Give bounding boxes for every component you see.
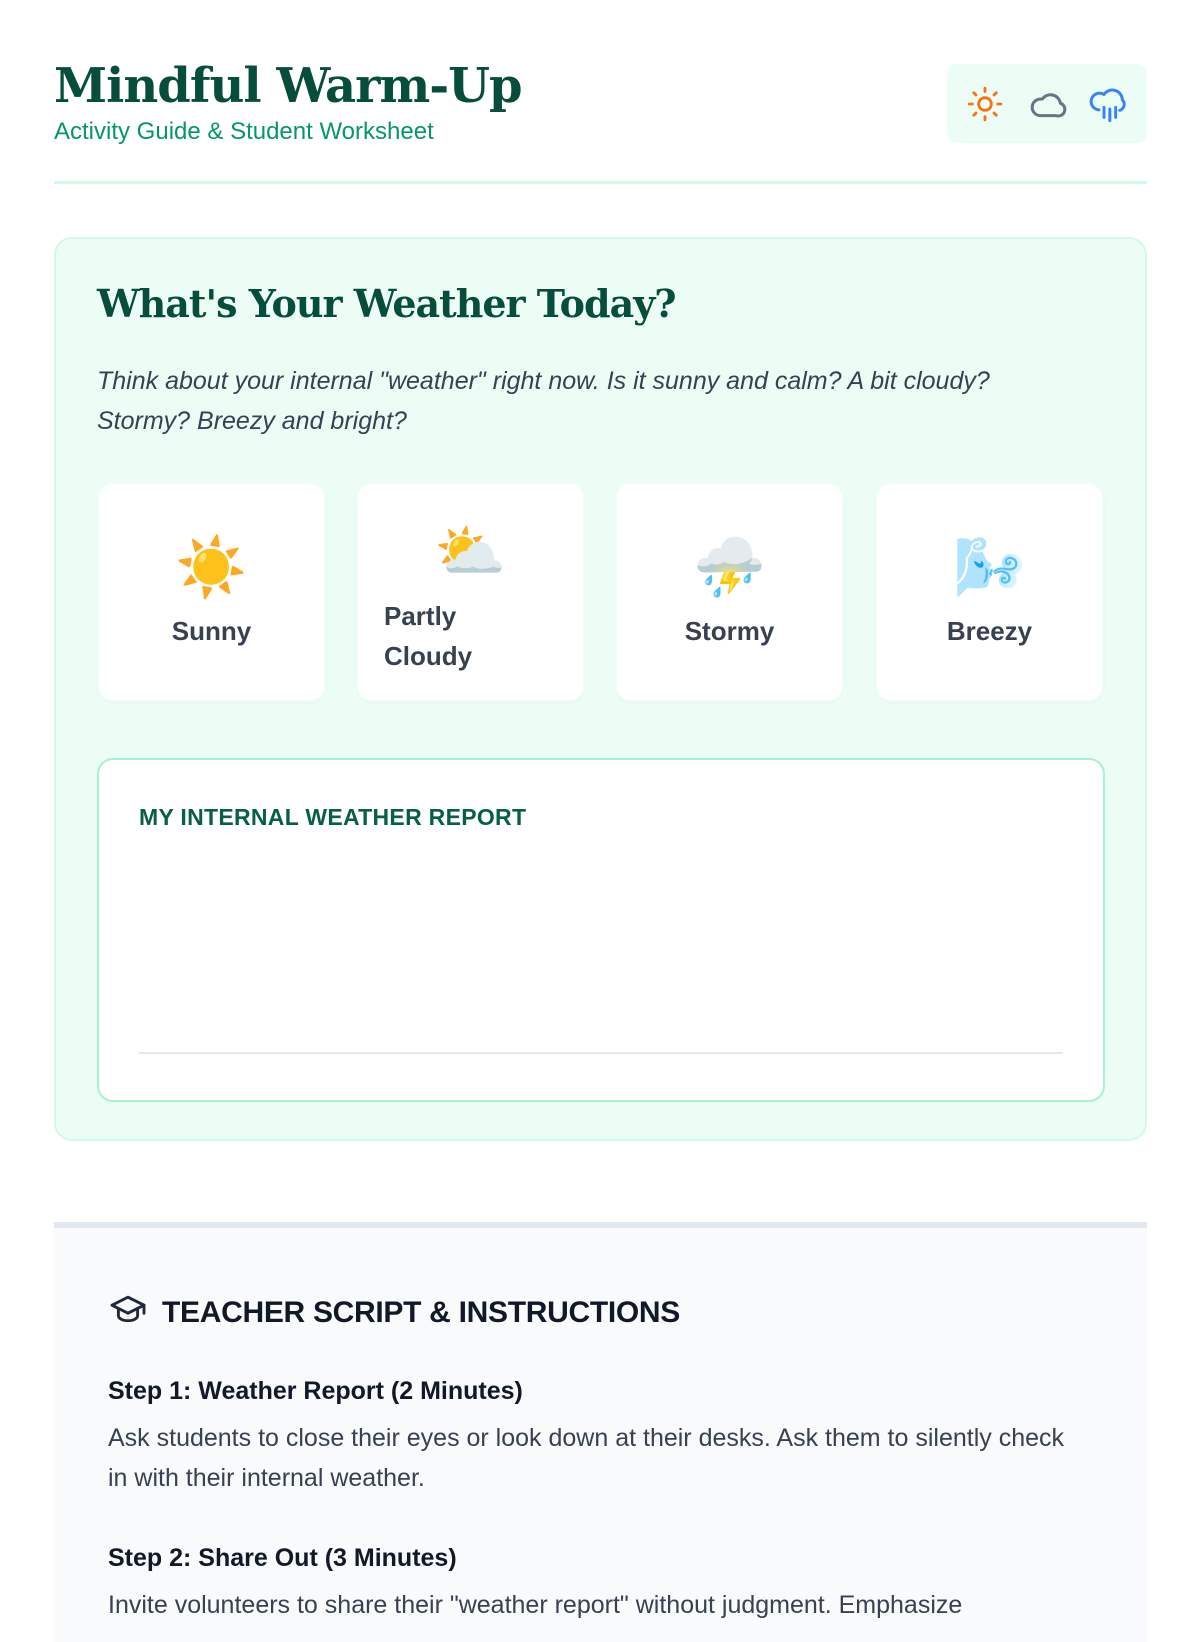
sun-icon	[965, 84, 1005, 124]
page-header	[54, 56, 1147, 184]
graduation-cap-icon	[108, 1294, 148, 1331]
step-item	[108, 1374, 1088, 1498]
weather-card-stormy[interactable]	[615, 482, 844, 702]
weather-icon-group	[947, 64, 1147, 143]
sun-emoji-icon: ☀️	[175, 535, 248, 600]
weather-activity-panel	[54, 237, 1147, 1141]
partly-cloudy-emoji-icon: ⛅	[434, 519, 507, 584]
step-title: Step 2: Share Out (3 Minutes)	[108, 1544, 457, 1572]
weather-card-sunny[interactable]	[97, 482, 326, 702]
weather-card-breezy[interactable]	[875, 482, 1104, 702]
activity-title: What's Your Weather Today?	[97, 281, 676, 326]
weather-card-label: Stormy	[684, 616, 775, 646]
page-title: Mindful Warm-Up	[54, 58, 522, 114]
teacher-heading-text: TEACHER SCRIPT & INSTRUCTIONS	[162, 1295, 680, 1329]
weather-options	[97, 482, 1104, 702]
teacher-heading	[108, 1294, 680, 1331]
teacher-instructions-section	[54, 1222, 1147, 1642]
step-title: Step 1: Weather Report (2 Minutes)	[108, 1377, 523, 1405]
weather-report-label: MY INTERNAL WEATHER REPORT	[139, 804, 527, 830]
step-item	[108, 1541, 1088, 1625]
step-text: Invite volunteers to share their "weather report" without judgment. Emphasize	[108, 1591, 963, 1619]
cloud-icon	[1027, 84, 1067, 124]
weather-card-label: Partly Cloudy	[384, 601, 473, 671]
writing-line	[139, 1052, 1063, 1054]
page-subtitle: Activity Guide & Student Worksheet	[54, 118, 434, 145]
wind-face-emoji-icon: 🌬️	[953, 535, 1026, 600]
step-text: Ask students to close their eyes or look down at their desks. Ask them to silently check in with their internal weather.	[108, 1424, 1065, 1492]
cloud-rain-icon	[1089, 84, 1129, 124]
activity-description: Think about your internal "weather" right now. Is it sunny and calm? A bit cloudy? Stormy? Breezy and bright?	[97, 367, 990, 435]
weather-card-partly-cloudy[interactable]	[356, 482, 585, 702]
storm-emoji-icon: ⛈️	[693, 535, 766, 600]
weather-card-label: Breezy	[946, 616, 1033, 646]
weather-report-box[interactable]	[97, 758, 1105, 1102]
weather-card-label: Sunny	[171, 616, 252, 646]
